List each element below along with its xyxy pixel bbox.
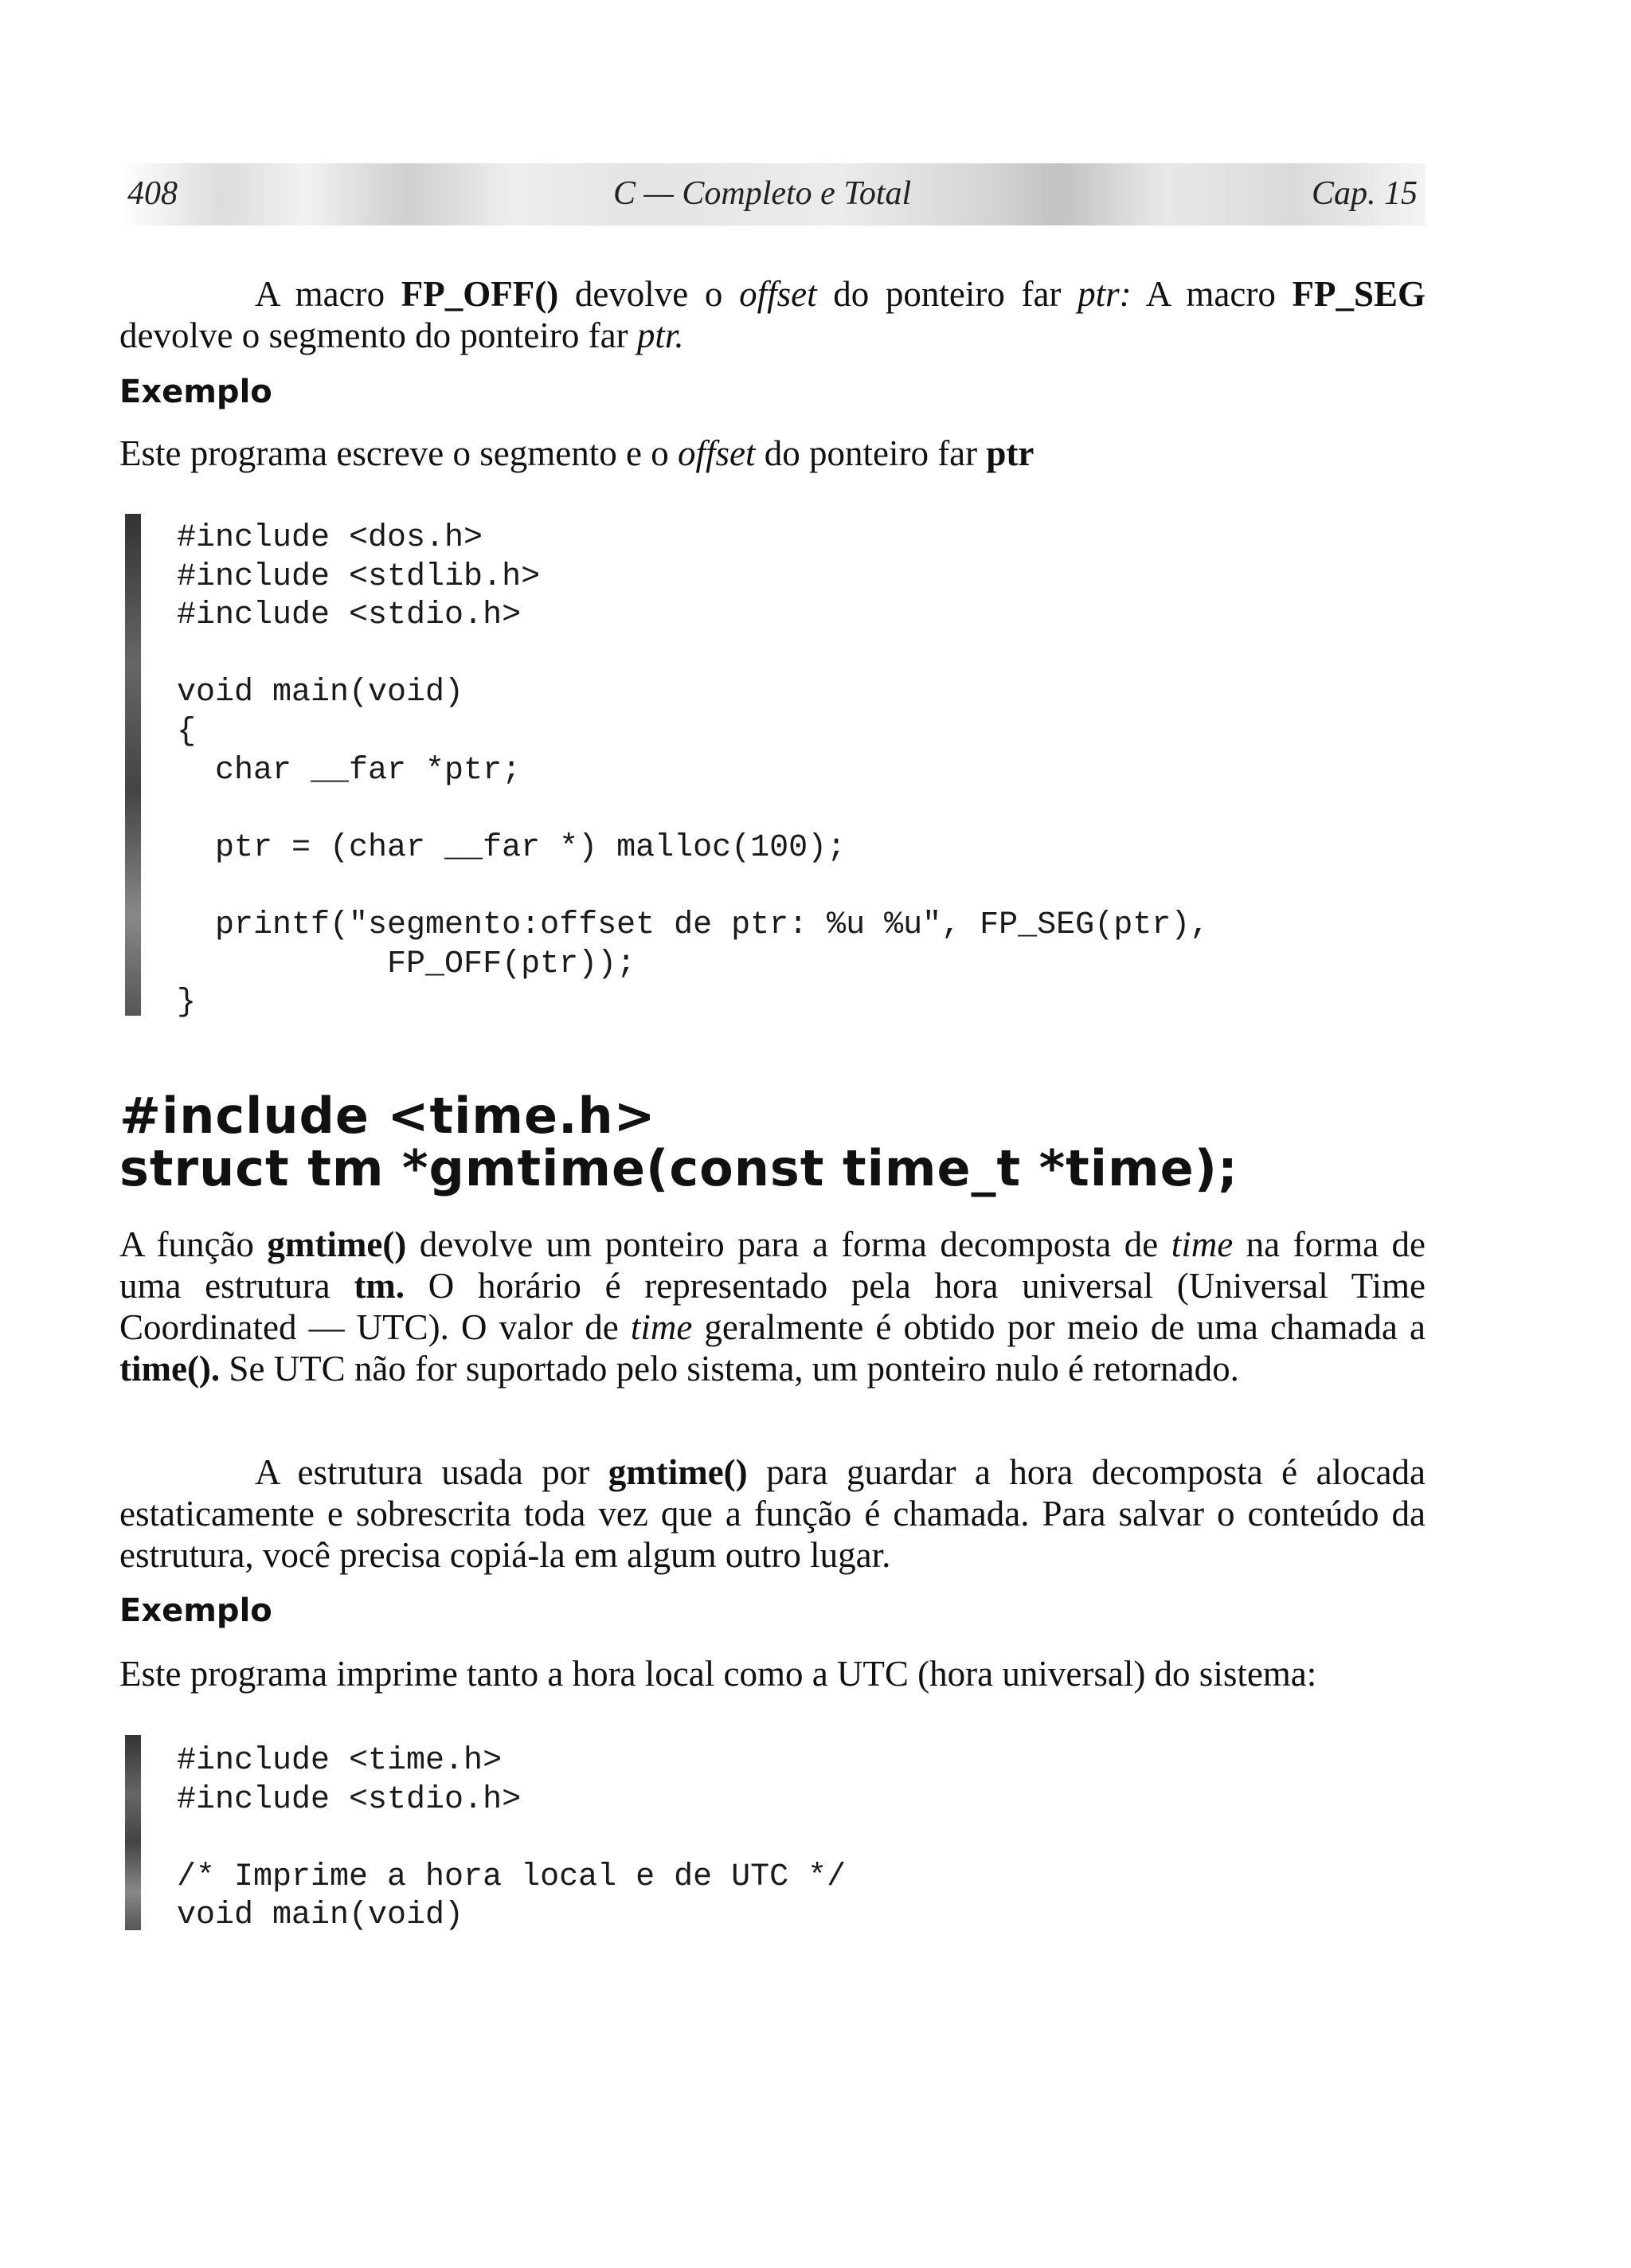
fp-off-term: FP_OFF() <box>401 274 559 314</box>
text-run: A macro <box>255 274 401 314</box>
book-title: C — Completo e Total <box>613 175 912 212</box>
text-run: O horário é representado pela hora universal (Universal Time Coordinated — UTC). O valor de <box>119 1266 1426 1347</box>
code-listing: #include <time.h> #include <stdio.h> /* Imprime a hora local e de UTC */ void main(void) <box>177 1743 847 1934</box>
time-term: time <box>630 1307 693 1347</box>
text-run: A função <box>119 1224 268 1264</box>
text-run: devolve o <box>558 274 740 314</box>
gmtime-term: gmtime() <box>267 1224 407 1264</box>
tm-term: tm. <box>354 1266 405 1306</box>
include-heading: #include <time.h> <box>119 1087 656 1145</box>
text-run: geralmente é obtido por meio de uma chamada a <box>692 1307 1426 1347</box>
example-label: Exemplo <box>119 1592 272 1629</box>
example-description: Este programa imprime tanto a hora local como a UTC (hora universal) do sistema: <box>119 1654 1317 1694</box>
intro-paragraph <box>119 273 1426 356</box>
text-run: do ponteiro far <box>755 433 987 473</box>
time-term: time <box>1171 1224 1234 1264</box>
page-header <box>119 163 1426 225</box>
text-run: Se UTC não for suportado pelo sistema, um ponteiro nulo é retornado. <box>220 1349 1239 1389</box>
function-prototype: struct tm *gmtime(const time_t *time); <box>119 1139 1238 1197</box>
text-run: Este programa escreve o segmento e o <box>119 433 678 473</box>
text-run: A estrutura usada por <box>255 1452 608 1492</box>
text-run: devolve um ponteiro para a forma decomposta de <box>406 1224 1171 1264</box>
code-block-bar <box>125 1735 141 1930</box>
page-number: 408 <box>127 175 178 212</box>
example-label: Exemplo <box>119 374 272 410</box>
text-run: do ponteiro far <box>816 274 1078 314</box>
text-run: para guardar a hora decomposta é alocada estaticamente e sobrescrita toda vez que a função é chamada. Para salvar o conteúdo da estrutura, você precisa copiá-la em algum outro lugar. <box>119 1452 1426 1575</box>
description-paragraph-2 <box>119 1451 1426 1576</box>
text-run: devolve o segmento do ponteiro far <box>119 315 637 355</box>
text-run: na forma de uma estrutura <box>119 1224 1426 1306</box>
offset-term: offset <box>739 274 817 314</box>
ptr-term: ptr. <box>636 315 684 355</box>
text-run: A macro <box>1131 274 1293 314</box>
description-paragraph <box>119 1224 1426 1389</box>
example-description <box>119 433 1426 474</box>
gmtime-term: gmtime() <box>608 1452 748 1492</box>
time-function-term: time(). <box>119 1349 221 1389</box>
code-block-bar <box>125 514 141 1016</box>
chapter-label: Cap. 15 <box>1311 175 1418 212</box>
code-listing: #include <dos.h> #include <stdlib.h> #include <stdio.h> void main(void) { char __far *ptr; ptr = (char __far *) malloc(100); printf("segmento:offset de ptr: %u %u", FP_SEG(ptr), FP_OFF(ptr)); } <box>177 520 1210 1021</box>
fp-seg-term: FP_SEG <box>1292 274 1426 314</box>
ptr-term: ptr: <box>1078 274 1132 314</box>
offset-term: offset <box>677 433 756 473</box>
ptr-term: ptr <box>986 433 1035 473</box>
